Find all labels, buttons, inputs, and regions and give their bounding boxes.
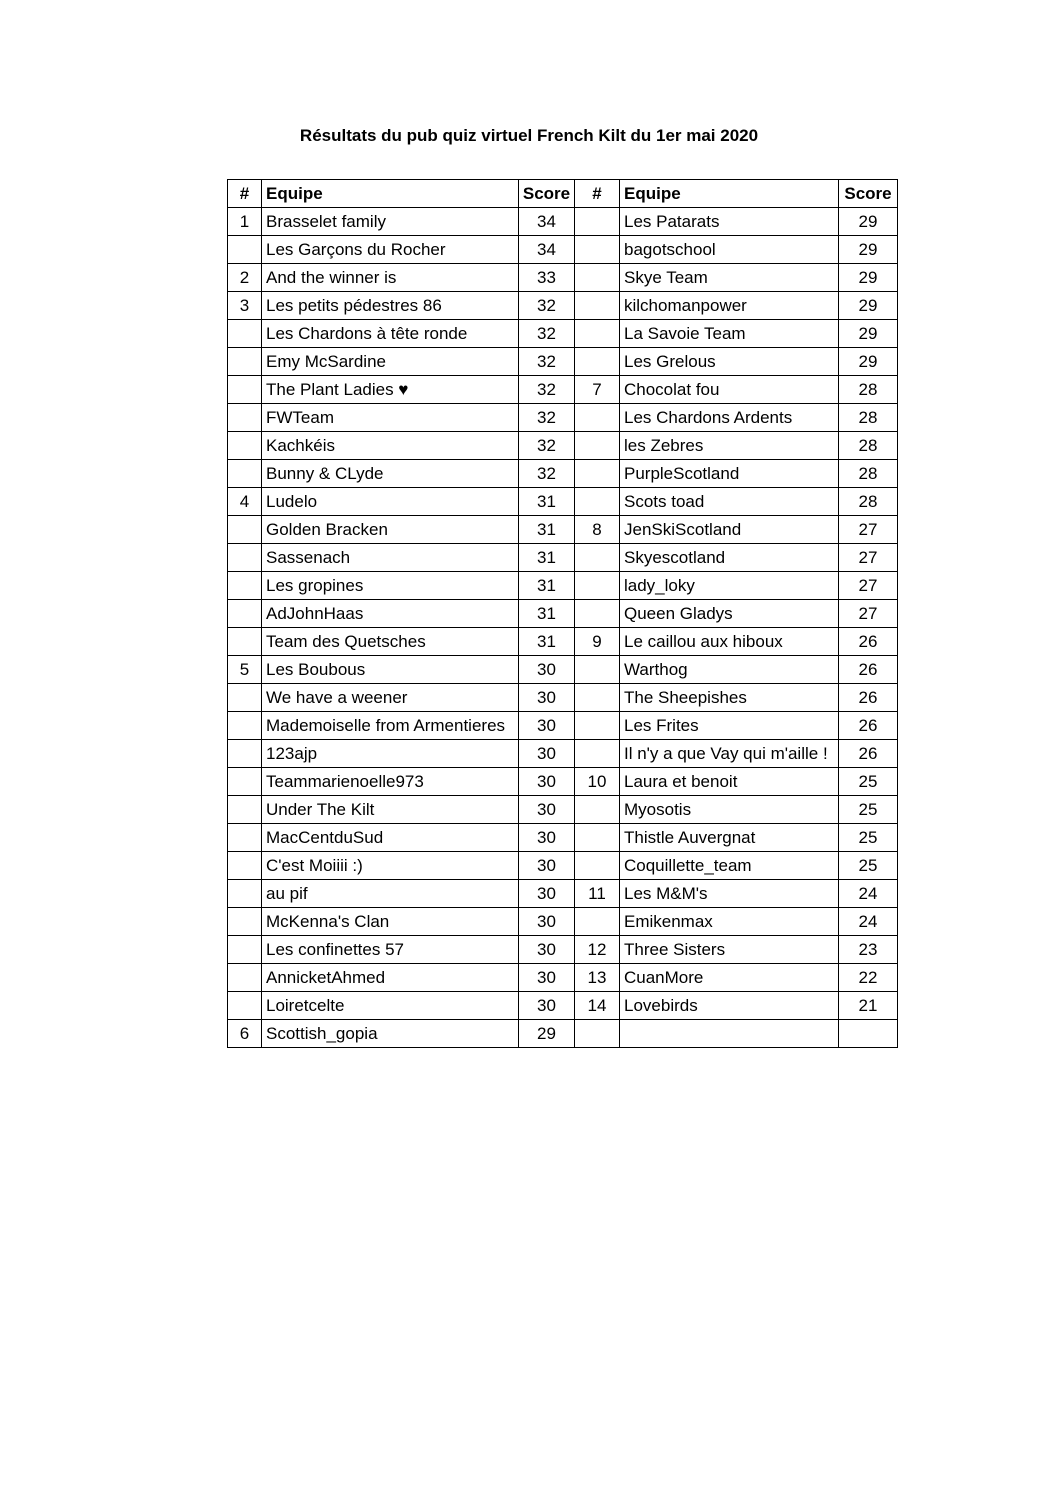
team-cell-right: kilchomanpower <box>620 292 839 320</box>
team-cell-right: Three Sisters <box>620 936 839 964</box>
rank-cell-right <box>575 684 620 712</box>
score-cell-right: 28 <box>839 460 898 488</box>
score-cell-right: 24 <box>839 908 898 936</box>
score-cell-right: 25 <box>839 768 898 796</box>
team-cell-right: lady_loky <box>620 572 839 600</box>
table-row <box>228 936 898 964</box>
team-cell-right: Emikenmax <box>620 908 839 936</box>
rank-cell-right <box>575 488 620 516</box>
team-cell-left: Les Garçons du Rocher <box>262 236 519 264</box>
rank-cell-right <box>575 460 620 488</box>
table-row <box>228 376 898 404</box>
team-cell-left: Les Boubous <box>262 656 519 684</box>
team-cell-right: PurpleScotland <box>620 460 839 488</box>
score-cell-right <box>839 1020 898 1048</box>
rank-cell-right: 7 <box>575 376 620 404</box>
score-cell-left: 30 <box>519 936 575 964</box>
team-cell-left: Brasselet family <box>262 208 519 236</box>
team-cell-right: Il n'y a que Vay qui m'aille ! <box>620 740 839 768</box>
rank-cell-left <box>228 768 262 796</box>
rank-cell-left <box>228 880 262 908</box>
table-row <box>228 768 898 796</box>
header-team-left: Equipe <box>262 180 519 208</box>
team-cell-right: Coquillette_team <box>620 852 839 880</box>
rank-cell-right: 8 <box>575 516 620 544</box>
team-cell-left: And the winner is <box>262 264 519 292</box>
score-cell-left: 30 <box>519 684 575 712</box>
score-cell-left: 31 <box>519 516 575 544</box>
rank-cell-left <box>228 460 262 488</box>
team-cell-left: Les confinettes 57 <box>262 936 519 964</box>
team-cell-right: The Sheepishes <box>620 684 839 712</box>
rank-cell-right <box>575 292 620 320</box>
header-team-right: Equipe <box>620 180 839 208</box>
table-header-row <box>228 180 898 208</box>
table-row <box>228 852 898 880</box>
score-cell-left: 30 <box>519 740 575 768</box>
score-cell-right: 27 <box>839 572 898 600</box>
team-cell-right: Skye Team <box>620 264 839 292</box>
rank-cell-left <box>228 964 262 992</box>
team-cell-right: Myosotis <box>620 796 839 824</box>
team-cell-left: AnnicketAhmed <box>262 964 519 992</box>
table-row <box>228 292 898 320</box>
rank-cell-left <box>228 516 262 544</box>
rank-cell-left <box>228 628 262 656</box>
score-cell-left: 30 <box>519 768 575 796</box>
rank-cell-right <box>575 740 620 768</box>
table-row <box>228 404 898 432</box>
rank-cell-left <box>228 236 262 264</box>
header-rank-right: # <box>575 180 620 208</box>
rank-cell-left <box>228 824 262 852</box>
score-cell-right: 29 <box>839 264 898 292</box>
score-cell-left: 30 <box>519 992 575 1020</box>
team-cell-left: MacCentduSud <box>262 824 519 852</box>
team-cell-left: Mademoiselle from Armentieres <box>262 712 519 740</box>
team-cell-right: Le caillou aux hiboux <box>620 628 839 656</box>
table-row <box>228 544 898 572</box>
team-cell-right: CuanMore <box>620 964 839 992</box>
rank-cell-left <box>228 600 262 628</box>
rank-cell-left: 1 <box>228 208 262 236</box>
rank-cell-right <box>575 712 620 740</box>
team-cell-left: Les gropines <box>262 572 519 600</box>
team-cell-left: Bunny & CLyde <box>262 460 519 488</box>
rank-cell-right <box>575 404 620 432</box>
table-row <box>228 628 898 656</box>
rank-cell-left <box>228 544 262 572</box>
rank-cell-left: 4 <box>228 488 262 516</box>
score-cell-right: 28 <box>839 488 898 516</box>
score-cell-right: 26 <box>839 740 898 768</box>
rank-cell-left <box>228 796 262 824</box>
team-cell-left: Emy McSardine <box>262 348 519 376</box>
rank-cell-right <box>575 600 620 628</box>
table-row <box>228 320 898 348</box>
team-cell-right: les Zebres <box>620 432 839 460</box>
team-cell-left: AdJohnHaas <box>262 600 519 628</box>
table-row <box>228 208 898 236</box>
team-cell-right: Thistle Auvergnat <box>620 824 839 852</box>
team-cell-right: Laura et benoit <box>620 768 839 796</box>
rank-cell-right: 14 <box>575 992 620 1020</box>
table-row <box>228 712 898 740</box>
rank-cell-right: 9 <box>575 628 620 656</box>
results-table <box>227 179 898 1048</box>
score-cell-right: 22 <box>839 964 898 992</box>
rank-cell-right <box>575 236 620 264</box>
score-cell-left: 30 <box>519 712 575 740</box>
score-cell-right: 28 <box>839 404 898 432</box>
team-cell-left: We have a weener <box>262 684 519 712</box>
score-cell-left: 31 <box>519 572 575 600</box>
score-cell-left: 31 <box>519 628 575 656</box>
score-cell-right: 28 <box>839 376 898 404</box>
table-row <box>228 432 898 460</box>
table-row <box>228 236 898 264</box>
rank-cell-right <box>575 432 620 460</box>
page-title: Résultats du pub quiz virtuel French Kilt du 1er mai 2020 <box>299 126 759 145</box>
rank-cell-left <box>228 348 262 376</box>
score-cell-left: 34 <box>519 236 575 264</box>
score-cell-left: 31 <box>519 544 575 572</box>
rank-cell-right: 11 <box>575 880 620 908</box>
rank-cell-left <box>228 712 262 740</box>
results-body <box>228 208 898 1048</box>
score-cell-right: 29 <box>839 236 898 264</box>
rank-cell-right: 12 <box>575 936 620 964</box>
score-cell-right: 26 <box>839 684 898 712</box>
table-row <box>228 488 898 516</box>
rank-cell-left <box>228 376 262 404</box>
table-row <box>228 264 898 292</box>
score-cell-left: 32 <box>519 404 575 432</box>
rank-cell-left <box>228 572 262 600</box>
rank-cell-right <box>575 852 620 880</box>
rank-cell-left: 3 <box>228 292 262 320</box>
score-cell-right: 28 <box>839 432 898 460</box>
score-cell-right: 27 <box>839 516 898 544</box>
score-cell-right: 27 <box>839 544 898 572</box>
rank-cell-right <box>575 1020 620 1048</box>
score-cell-left: 30 <box>519 656 575 684</box>
team-cell-right: La Savoie Team <box>620 320 839 348</box>
rank-cell-left <box>228 320 262 348</box>
score-cell-left: 30 <box>519 880 575 908</box>
score-cell-left: 34 <box>519 208 575 236</box>
rank-cell-left: 6 <box>228 1020 262 1048</box>
table-row <box>228 880 898 908</box>
team-cell-right: Scots toad <box>620 488 839 516</box>
header-score-right: Score <box>839 180 898 208</box>
score-cell-left: 30 <box>519 964 575 992</box>
team-cell-left: Kachkéis <box>262 432 519 460</box>
score-cell-right: 24 <box>839 880 898 908</box>
table-row <box>228 460 898 488</box>
team-cell-left: FWTeam <box>262 404 519 432</box>
team-cell-right: Queen Gladys <box>620 600 839 628</box>
score-cell-left: 32 <box>519 432 575 460</box>
team-cell-right <box>620 1020 839 1048</box>
rank-cell-right <box>575 656 620 684</box>
rank-cell-left: 2 <box>228 264 262 292</box>
rank-cell-right <box>575 796 620 824</box>
team-cell-left: Loiretcelte <box>262 992 519 1020</box>
team-cell-left: Les Chardons à tête ronde <box>262 320 519 348</box>
team-cell-right: Warthog <box>620 656 839 684</box>
rank-cell-right <box>575 824 620 852</box>
score-cell-left: 30 <box>519 852 575 880</box>
rank-cell-right <box>575 320 620 348</box>
score-cell-left: 32 <box>519 320 575 348</box>
score-cell-left: 32 <box>519 376 575 404</box>
table-row <box>228 740 898 768</box>
score-cell-left: 30 <box>519 824 575 852</box>
rank-cell-right <box>575 348 620 376</box>
table-row <box>228 656 898 684</box>
score-cell-left: 32 <box>519 348 575 376</box>
score-cell-right: 29 <box>839 208 898 236</box>
score-cell-right: 26 <box>839 656 898 684</box>
score-cell-left: 33 <box>519 264 575 292</box>
team-cell-right: bagotschool <box>620 236 839 264</box>
team-cell-left: The Plant Ladies ♥ <box>262 376 519 404</box>
rank-cell-right <box>575 544 620 572</box>
header-rank-left: # <box>228 180 262 208</box>
rank-cell-right <box>575 264 620 292</box>
score-cell-left: 32 <box>519 460 575 488</box>
team-cell-right: Lovebirds <box>620 992 839 1020</box>
score-cell-left: 29 <box>519 1020 575 1048</box>
table-row <box>228 908 898 936</box>
team-cell-left: Under The Kilt <box>262 796 519 824</box>
rank-cell-left <box>228 740 262 768</box>
score-cell-right: 29 <box>839 320 898 348</box>
team-cell-right: Les Chardons Ardents <box>620 404 839 432</box>
team-cell-right: Skyescotland <box>620 544 839 572</box>
rank-cell-right: 10 <box>575 768 620 796</box>
team-cell-left: Scottish_gopia <box>262 1020 519 1048</box>
rank-cell-left <box>228 936 262 964</box>
table-row <box>228 516 898 544</box>
table-row <box>228 824 898 852</box>
rank-cell-left <box>228 992 262 1020</box>
team-cell-left: McKenna's Clan <box>262 908 519 936</box>
rank-cell-left <box>228 684 262 712</box>
table-row <box>228 964 898 992</box>
score-cell-right: 25 <box>839 852 898 880</box>
score-cell-left: 31 <box>519 600 575 628</box>
team-cell-left: Golden Bracken <box>262 516 519 544</box>
team-cell-left: Team des Quetsches <box>262 628 519 656</box>
table-row <box>228 992 898 1020</box>
table-row <box>228 796 898 824</box>
team-cell-right: Les Grelous <box>620 348 839 376</box>
team-cell-left: Teammarienoelle973 <box>262 768 519 796</box>
score-cell-right: 25 <box>839 824 898 852</box>
team-cell-left: C'est Moiiii :) <box>262 852 519 880</box>
team-cell-right: Chocolat fou <box>620 376 839 404</box>
score-cell-left: 30 <box>519 796 575 824</box>
team-cell-right: Les Frites <box>620 712 839 740</box>
score-cell-left: 32 <box>519 292 575 320</box>
rank-cell-left <box>228 404 262 432</box>
score-cell-right: 29 <box>839 292 898 320</box>
score-cell-right: 26 <box>839 628 898 656</box>
rank-cell-left: 5 <box>228 656 262 684</box>
score-cell-left: 30 <box>519 908 575 936</box>
table-row <box>228 348 898 376</box>
table-row <box>228 684 898 712</box>
rank-cell-right <box>575 908 620 936</box>
table-row <box>228 1020 898 1048</box>
team-cell-left: Sassenach <box>262 544 519 572</box>
score-cell-right: 23 <box>839 936 898 964</box>
score-cell-right: 26 <box>839 712 898 740</box>
team-cell-left: 123ajp <box>262 740 519 768</box>
team-cell-right: JenSkiScotland <box>620 516 839 544</box>
score-cell-right: 25 <box>839 796 898 824</box>
rank-cell-left <box>228 852 262 880</box>
header-score-left: Score <box>519 180 575 208</box>
score-cell-right: 29 <box>839 348 898 376</box>
rank-cell-left <box>228 432 262 460</box>
score-cell-left: 31 <box>519 488 575 516</box>
team-cell-left: au pif <box>262 880 519 908</box>
team-cell-left: Les petits pédestres 86 <box>262 292 519 320</box>
score-cell-right: 27 <box>839 600 898 628</box>
rank-cell-right <box>575 572 620 600</box>
team-cell-right: Les Patarats <box>620 208 839 236</box>
table-row <box>228 572 898 600</box>
rank-cell-right: 13 <box>575 964 620 992</box>
score-cell-right: 21 <box>839 992 898 1020</box>
team-cell-right: Les M&M's <box>620 880 839 908</box>
table-row <box>228 600 898 628</box>
team-cell-left: Ludelo <box>262 488 519 516</box>
rank-cell-left <box>228 908 262 936</box>
rank-cell-right <box>575 208 620 236</box>
